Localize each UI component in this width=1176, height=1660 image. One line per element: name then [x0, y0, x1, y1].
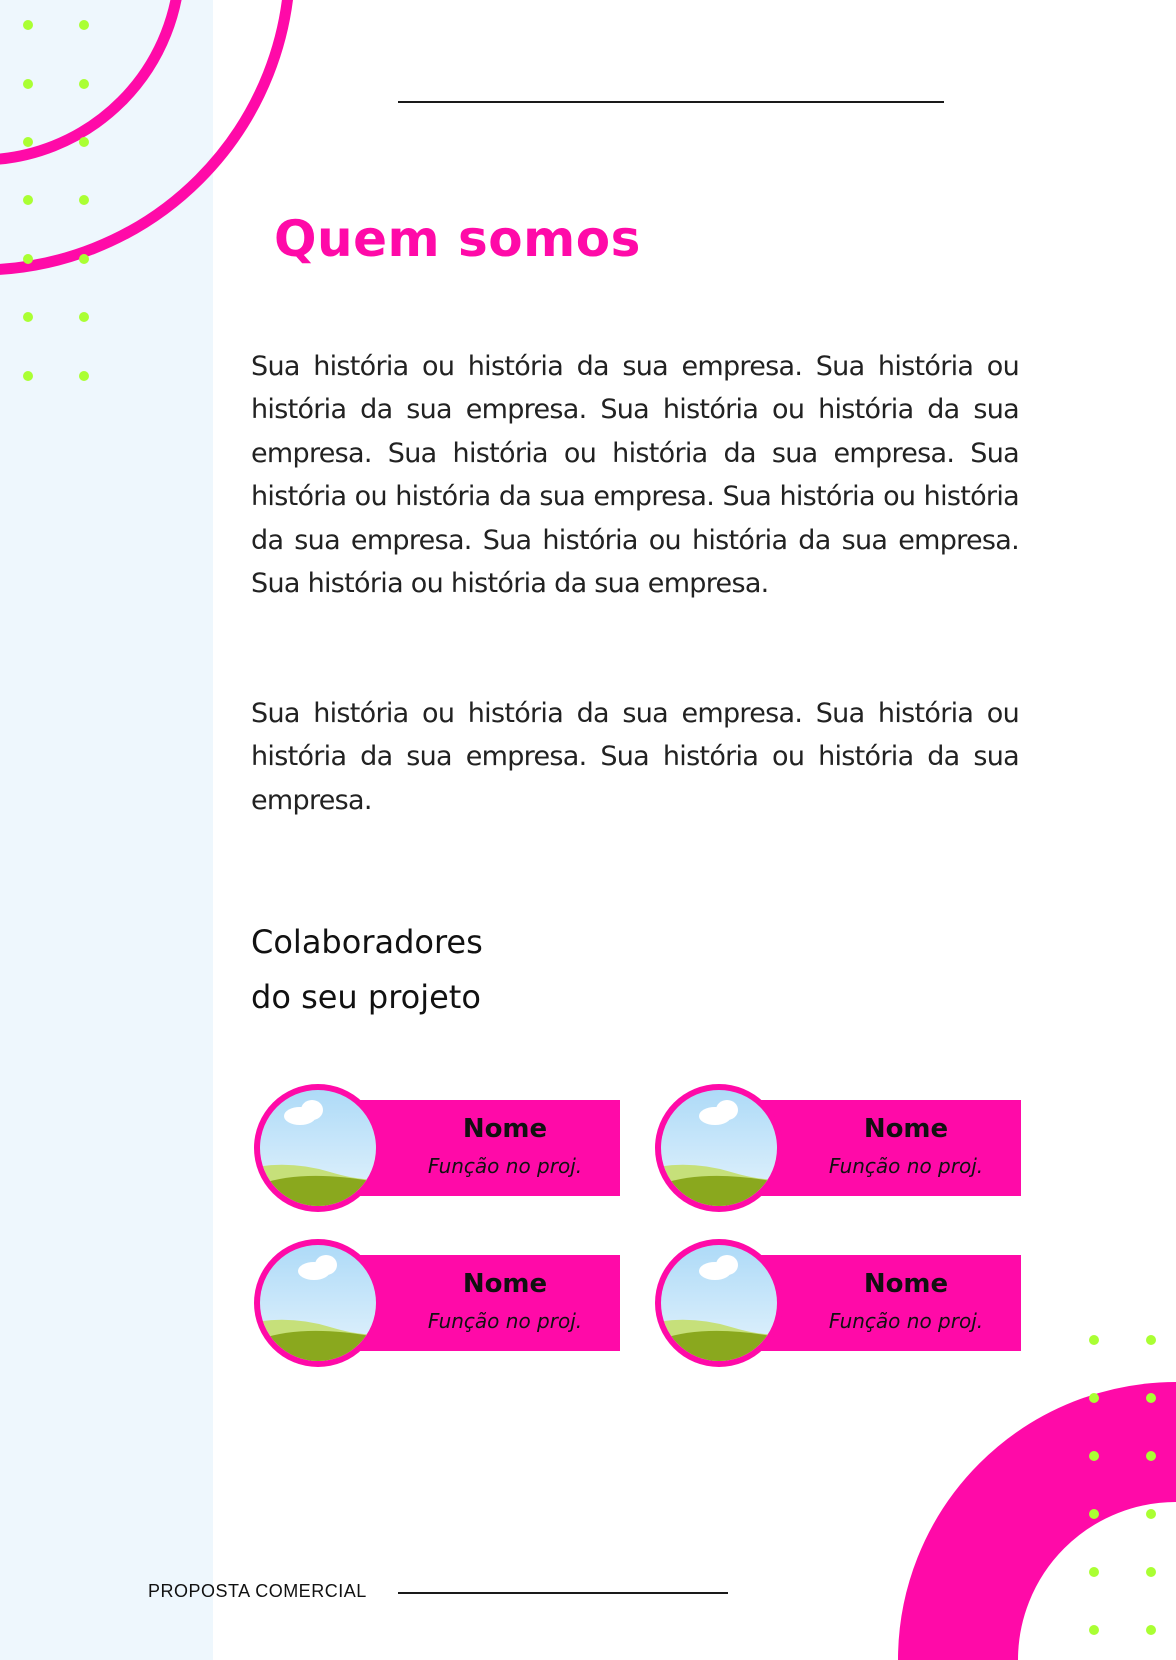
collaborator-card: [651, 1235, 1021, 1371]
landscape-image-icon: [651, 1235, 787, 1371]
intro-paragraph: Sua história ou história da sua empresa. Sua história ou história da sua empresa. Sua história ou história da sua empresa. Sua história ou história da sua empresa. Sua história ou história da sua empresa. Sua história ou história da sua empresa. Sua história ou história da sua empresa. Sua história ou história da sua empresa.: [251, 351, 1019, 600]
landscape-image-icon: [250, 1080, 386, 1216]
collaborator-role: Função no proj.: [828, 1154, 984, 1178]
bottom-right-ring: [958, 1442, 1176, 1660]
collaborator-card: [651, 1080, 1021, 1216]
collaborator-name: Nome: [462, 1114, 548, 1144]
landscape-image-icon: [250, 1235, 386, 1371]
collaborator-role: Função no proj.: [427, 1154, 583, 1178]
collaborator-role: Função no proj.: [828, 1309, 984, 1333]
top-left-arcs: [0, 0, 290, 270]
page-title: Quem somos: [274, 210, 641, 268]
collaborator-card: [250, 1235, 620, 1371]
collaborators-heading: [251, 915, 483, 1025]
footer-label: PROPOSTA COMERCIAL: [148, 1581, 367, 1601]
collaborator-name: Nome: [863, 1114, 949, 1144]
collaborator-name: Nome: [863, 1269, 949, 1299]
collaborators-heading-line-1: Colaboradores: [251, 923, 483, 961]
collaborator-name: Nome: [462, 1269, 548, 1299]
collaborator-role: Função no proj.: [427, 1309, 583, 1333]
collaborators-heading-line-2: do seu projeto: [251, 978, 481, 1016]
footer-divider: [398, 1592, 728, 1594]
top-divider: [398, 101, 944, 103]
second-paragraph: Sua história ou história da sua empresa. Sua história ou história da sua empresa. Sua história ou história da sua empresa.: [251, 698, 1019, 816]
top-left-dot-grid: [23, 20, 89, 381]
collaborator-card: [250, 1080, 620, 1216]
landscape-image-icon: [651, 1080, 787, 1216]
